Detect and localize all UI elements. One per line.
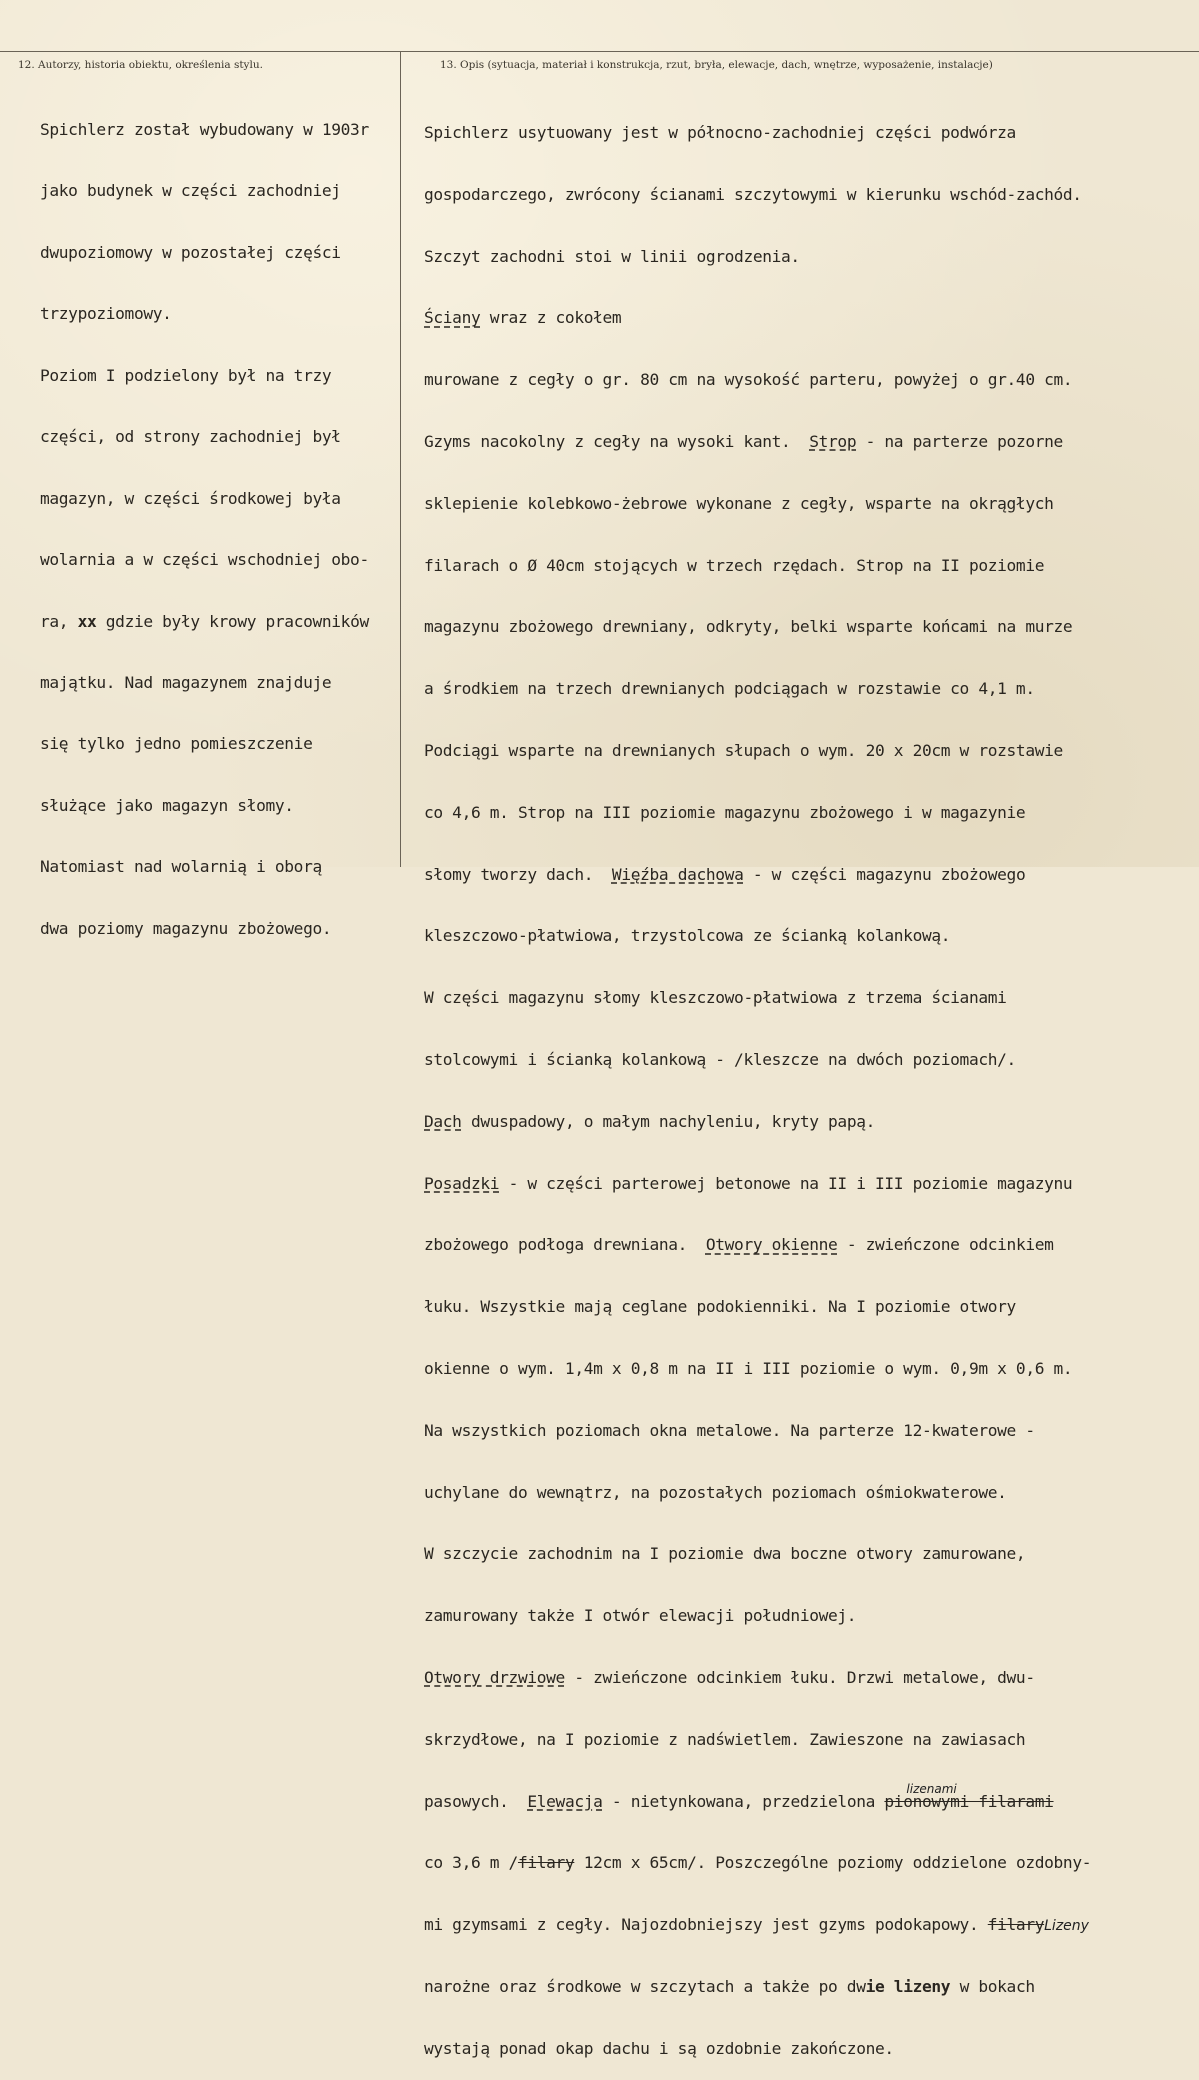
- text-line: się tylko jedno pomieszczenie: [40, 734, 313, 754]
- text-fragment: ra,: [40, 611, 69, 631]
- text-line: Poziom I podzielony był na trzy: [40, 365, 332, 385]
- text-fragment: - nietynkowana, przedzielona: [602, 1791, 885, 1811]
- text-line: skrzydłowe, na I poziomie z nadświetlem. Zawieszone na zawiasach: [424, 1729, 1026, 1749]
- heading-roof-truss: Więźba dachowa: [611, 864, 744, 884]
- text-line: łuku. Wszystkie mają ceglane podokienniki. Na I poziomie otwory: [424, 1297, 1016, 1317]
- heading-walls: Ściany: [424, 308, 481, 328]
- text-line: [424, 1851, 1091, 1875]
- text-line: Na wszystkich poziomach okna metalowe. Na parterze 12-kwaterowe -: [424, 1420, 1035, 1440]
- text-fragment: wraz z cokołem: [480, 308, 622, 328]
- text-line: a środkiem na trzech drewnianych podciągach w rozstawie co 4,1 m.: [424, 679, 1035, 699]
- text-fragment: - w części magazynu zbożowego: [743, 864, 1026, 884]
- text-line: W szczycie zachodnim na I poziomie dwa boczne otwory zamurowane,: [424, 1544, 1026, 1564]
- text-line: kleszczowo-płatwiowa, trzystolcowa ze ścianką kolankową.: [424, 926, 951, 946]
- section-13-header: 13. Opis (sytuacja, materiał i konstrukcja, rzut, bryła, elewacje, dach, wnętrze, wyposażenie, instalacje): [440, 59, 993, 71]
- text-line: [424, 1233, 1091, 1257]
- text-fragment: - zwieńczone odcinkiem łuku. Drzwi metalowe, dwu-: [564, 1667, 1035, 1687]
- text-line: [424, 430, 1091, 454]
- text-line: [424, 1110, 1091, 1134]
- struck-mark: xx: [77, 611, 97, 631]
- column-divider: [400, 51, 401, 867]
- heading-doors: Otwory drzwiowe: [424, 1667, 565, 1687]
- text-line: Spichlerz usytuowany jest w północno-zachodniej części podwórza: [424, 123, 1016, 142]
- text-line: filarach o Ø 40cm stojących w trzech rzędach. Strop na II poziomie: [424, 555, 1045, 575]
- text-fragment: zbożowego podłoga drewniana.: [424, 1235, 706, 1255]
- correction-group: [884, 1781, 1054, 1811]
- text-fragment: pasowych.: [424, 1791, 528, 1811]
- text-line: magazynu zbożowego drewniany, odkryty, belki wsparte końcami na murze: [424, 617, 1073, 637]
- heading-ceiling: Strop: [809, 431, 857, 451]
- text-fragment: gdzie były krowy pracowników: [96, 611, 369, 631]
- text-line: murowane z cegły o gr. 80 cm na wysokość parteru, powyżej o gr.40 cm.: [424, 370, 1073, 390]
- section-12-header: 12. Autorzy, historia obiektu, określenia stylu.: [18, 59, 263, 71]
- text-fragment: słomy tworzy dach.: [424, 864, 612, 884]
- text-line: Szczyt zachodni stoi w linii ogrodzenia.: [424, 246, 800, 266]
- struck-text: pionowymi filarami: [884, 1791, 1054, 1811]
- text-line: [424, 1913, 1091, 1937]
- text-line: Spichlerz został wybudowany w 1903r: [40, 120, 369, 139]
- text-line: Natomiast nad wolarnią i oborą: [40, 857, 322, 877]
- text-line: [40, 610, 369, 633]
- text-fragment: 12cm x 65cm/. Poszczególne poziomy oddzielone ozdobny-: [574, 1853, 1092, 1873]
- struck-text: filary: [987, 1915, 1045, 1935]
- text-line: majątku. Nad magazynem znajduje: [40, 672, 332, 692]
- text-fragment: narożne oraz środkowe w szczytach a także po dw: [424, 1976, 866, 1996]
- text-line: Podciągi wsparte na drewnianych słupach o wym. 20 x 20cm w rozstawie: [424, 740, 1063, 760]
- description-text: [424, 83, 1091, 2080]
- heading-elevation: Elewacja: [527, 1791, 603, 1811]
- text-line: trzypoziomowy.: [40, 304, 172, 324]
- text-line: [424, 306, 1091, 330]
- handwritten-correction: Lizeny: [1044, 1918, 1089, 1935]
- text-line: zamurowany także I otwór elewacji południowej.: [424, 1606, 857, 1626]
- text-line: wystają ponad okap dachu i są ozdobnie zakończone.: [424, 2038, 894, 2058]
- history-text: [40, 80, 369, 959]
- heading-roof: Dach: [424, 1111, 462, 1131]
- text-line: wolarnia a w części wschodniej obo-: [40, 550, 369, 570]
- text-line: gospodarczego, zwrócony ścianami szczytowymi w kierunku wschód-zachód.: [424, 184, 1082, 204]
- text-fragment: - w części parterowej betonowe na II i III poziomie magazynu: [499, 1173, 1073, 1193]
- text-line: W części magazynu słomy kleszczowo-płatwiowa z trzema ścianami: [424, 988, 1007, 1008]
- text-line: magazyn, w części środkowej była: [40, 488, 341, 508]
- text-line: części, od strony zachodniej był: [40, 427, 341, 447]
- text-line: sklepienie kolebkowo-żebrowe wykonane z cegły, wsparte na okrągłych: [424, 493, 1054, 513]
- heading-windows: Otwory okienne: [705, 1235, 838, 1255]
- text-line: stolcowymi i ścianką kolankową - /kleszcze na dwóch poziomach/.: [424, 1049, 1016, 1069]
- text-fragment: co 3,6 m /: [424, 1853, 518, 1873]
- text-line: co 4,6 m. Strop na III poziomie magazynu zbożowego i w magazynie: [424, 802, 1026, 822]
- text-line: uchylane do wewnątrz, na pozostałych poziomach ośmiokwaterowe.: [424, 1482, 1007, 1502]
- text-line: [424, 1781, 1091, 1814]
- handwritten-insertion: lizenami: [906, 1781, 957, 1796]
- text-fragment: dwuspadowy, o małym nachyleniu, kryty papą.: [461, 1111, 876, 1131]
- text-line: jako budynek w części zachodniej: [40, 181, 341, 201]
- text-line: okienne o wym. 1,4m x 0,8 m na II i III poziomie o wym. 0,9m x 0,6 m.: [424, 1358, 1073, 1378]
- heading-floors: Posadzki: [424, 1173, 500, 1193]
- text-line: [424, 863, 1091, 887]
- text-fragment: Gzyms nacokolny z cegły na wysoki kant.: [424, 431, 810, 451]
- text-fragment: w bokach: [950, 1976, 1035, 1996]
- text-line: [424, 1666, 1091, 1690]
- handwritten-correction: ie lizeny: [865, 1976, 951, 1996]
- text-line: [424, 1172, 1091, 1196]
- text-line: dwa poziomy magazynu zbożowego.: [40, 918, 332, 938]
- text-line: służące jako magazyn słomy.: [40, 795, 294, 815]
- struck-text: filary: [517, 1853, 575, 1873]
- text-fragment: - na parterze pozorne: [856, 431, 1063, 451]
- text-line: dwupoziomowy w pozostałej części: [40, 242, 341, 262]
- text-fragment: mi gzymsami z cegły. Najozdobniejszy jest gzyms podokapowy.: [424, 1915, 988, 1935]
- top-rule: [0, 51, 1199, 52]
- text-line: [424, 1975, 1091, 1999]
- text-fragment: - zwieńczone odcinkiem: [837, 1235, 1054, 1255]
